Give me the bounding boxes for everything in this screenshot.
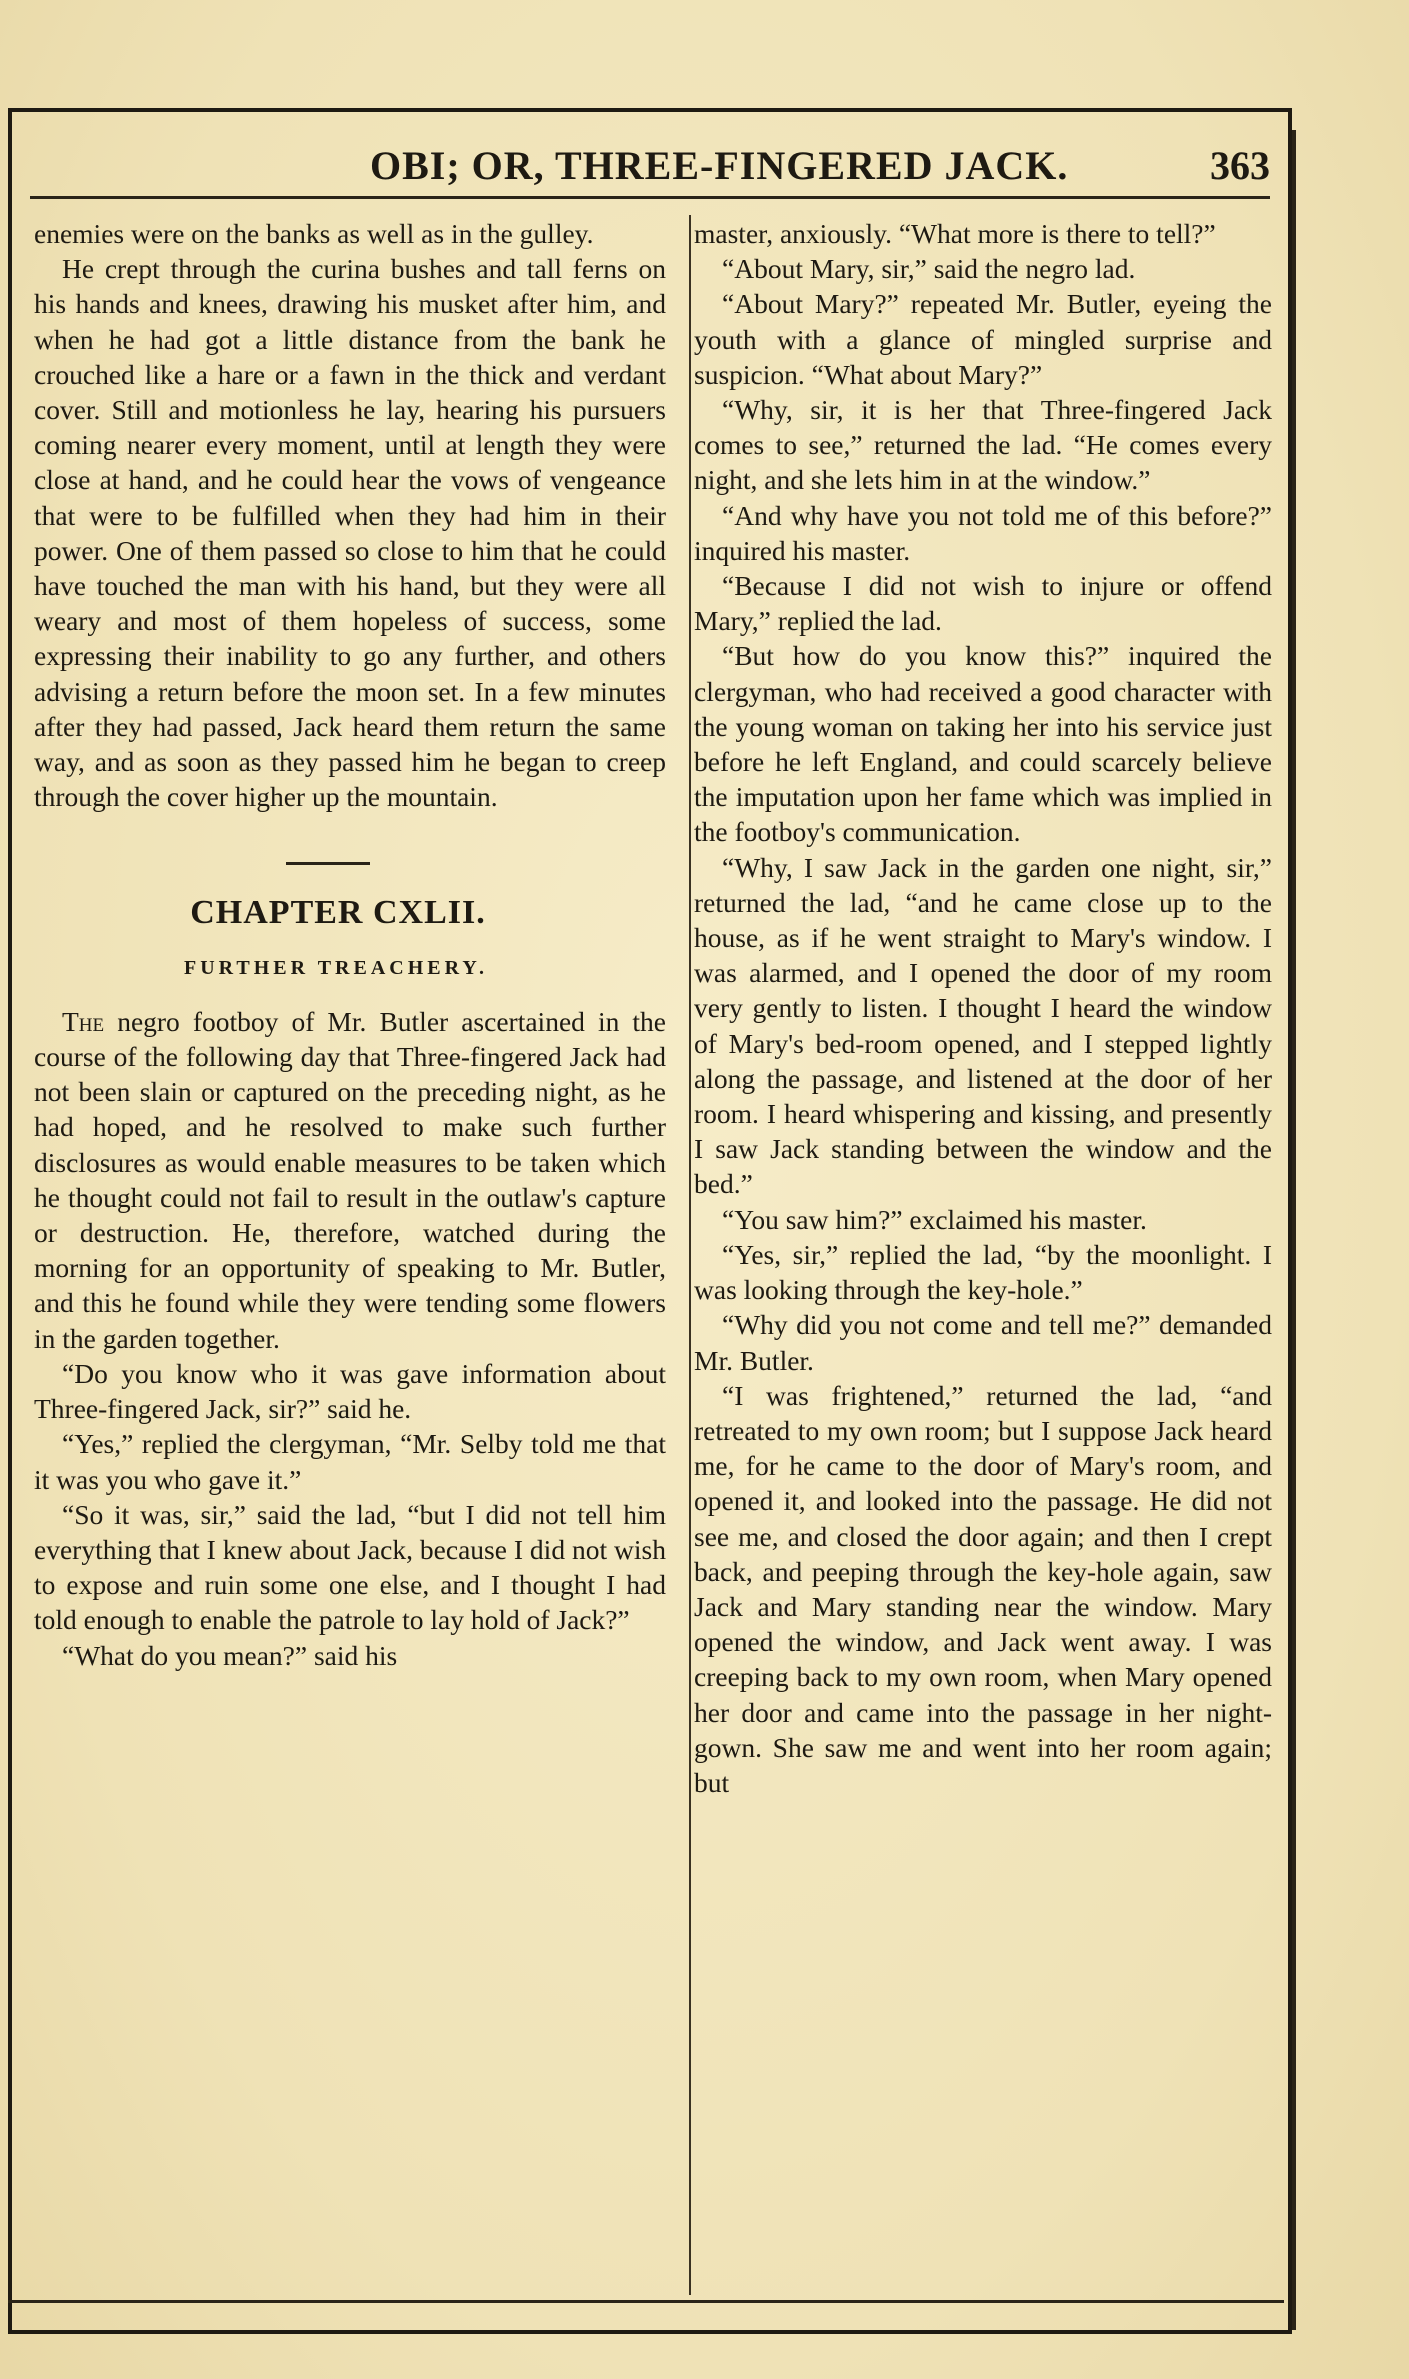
- section-ornament: [286, 862, 370, 865]
- paragraph: “Why did you not come and tell me?” demanded Mr. Butler.: [694, 1309, 1272, 1376]
- paragraph: “What do you mean?” said his: [62, 1639, 398, 1671]
- paragraph: enemies were on the banks as well as in the gulley.: [34, 218, 594, 249]
- paragraph: “You saw him?” exclaimed his master.: [722, 1203, 1147, 1235]
- paragraph-body: negro footboy of Mr. Butler ascertained in the course of the following day that Three-fingered Jack had not been slain or captured on the preceding night, as he had hoped, and he resolved to make such further disclosures as would enable measures to be taken which he thought could not fail to result in the outlaw's capture or destruction. He, therefore, watched during the morning for an opportunity of speaking to Mr. Butler, and this he found while they were tending some flowers in the garden together.: [34, 1005, 666, 1354]
- header-rule: [30, 196, 1270, 199]
- paragraph: [34, 1004, 666, 1356]
- chapter-title: CHAPTER CXLII.: [190, 894, 486, 932]
- page-header: [370, 136, 1270, 196]
- paragraph: “Yes,” replied the clergyman, “Mr. Selby told me that it was you who gave it.”: [34, 1428, 666, 1495]
- running-title: OBI; OR, THREE-FINGERED JACK.: [370, 143, 1069, 188]
- paragraph: “Do you know who it was gave information about Three-fingered Jack, sir?” said he.: [34, 1357, 666, 1425]
- paragraph: “I was frightened,” returned the lad, “and retreated to my own room; but I suppose Jack heard me, for he came to the door of Mary's room, and opened it, and looked into the passage. He did not see me, and closed the door again; and then I crept back, and peeping through the key-hole again, saw Jack and Mary standing near the window. Mary opened the window, and Jack went away. I was creeping back to my own room, when Mary opened her door and came into the passage in her night-gown. She saw me and went into her room again; but: [694, 1379, 1272, 1798]
- paragraph: “So it was, sir,” said the lad, “but I did not tell him everything that I knew about Jack, because I did not wish to expose and ruin some one else, and I thought I had told enough to enable the patrole to lay hold of Jack?”: [34, 1498, 666, 1636]
- paragraph: “About Mary, sir,” said the negro lad.: [722, 253, 1136, 285]
- paragraph: “And why have you not told me of this before?” inquired his master.: [694, 499, 1272, 566]
- paragraph: “Because I did not wish to injure or offend Mary,” replied the lad.: [694, 570, 1272, 637]
- lead-word: The: [62, 1005, 105, 1037]
- paragraph: “About Mary?” repeated Mr. Butler, eyeing the youth with a glance of mingled surprise and suspicion. “What about Mary?”: [694, 288, 1272, 390]
- chapter-subtitle: FURTHER TREACHERY.: [184, 956, 488, 979]
- paragraph: “Yes, sir,” replied the lad, “by the moonlight. I was looking through the key-hole.”: [694, 1238, 1272, 1306]
- paragraph: He crept through the curina bushes and tall ferns on his hands and knees, drawing his musket after him, and when he had got a little distance from the bank he crouched like a hare or a fawn in the thick and verdant cover. Still and motionless he lay, hearing his pursuers coming nearer every moment, until at length they were close at hand, and he could hear the vows of vengeance that were to be fulfilled when they had him in their power. One of them passed so close to him that he could have touched the man with his hand, but they were all weary and most of them hopeless of success, some expressing their inability to go any further, and others advising a return before the moon set. In a few minutes after they had passed, Jack heard them return the same way, and as soon as they passed him he began to creep through the cover higher up the mountain.: [34, 253, 666, 813]
- page-number: 363: [1210, 143, 1270, 188]
- paragraph: “But how do you know this?” inquired the clergyman, who had received a good character with the young woman on taking her into his service just before he left England, and could scarcely believe the imputation upon her fame which was implied in the footboy's communication.: [694, 640, 1272, 848]
- paragraph: “Why, sir, it is her that Three-fingered Jack comes to see,” returned the lad. “He comes every night, and she lets him in at the window.”: [694, 394, 1272, 496]
- footer-rule: [8, 2300, 1284, 2303]
- paragraph: master, anxiously. “What more is there to tell?”: [694, 218, 1216, 249]
- column-divider: [689, 215, 691, 2295]
- left-column: [34, 216, 666, 1673]
- right-column: [694, 216, 1272, 1800]
- right-margin-rule: [1292, 130, 1296, 2330]
- paragraph: “Why, I saw Jack in the garden one night, sir,” returned the lad, “and he came close up to the house, as if he went straight to Mary's window. I was alarmed, and I opened the door of my room very gently to listen. I thought I heard the window of Mary's bed-room opened, and I stepped lightly along the passage, and listened at the door of her room. I heard whispering and kissing, and presently I saw Jack standing between the window and the bed.”: [694, 851, 1272, 1200]
